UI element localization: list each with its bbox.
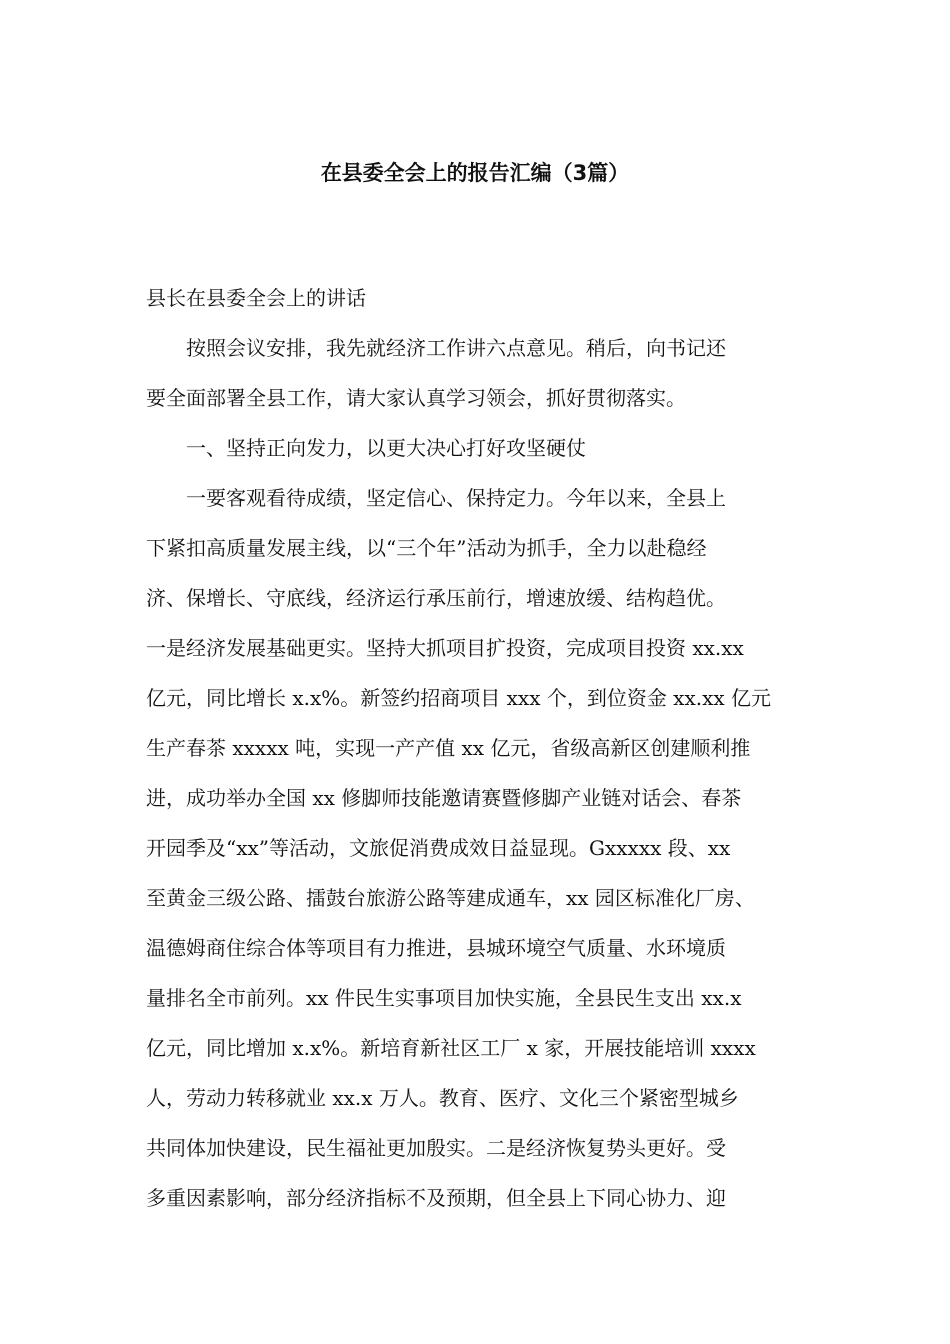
text-line: 一要客观看待成绩，坚定信心、保持定力。今年以来，全县上 [146, 486, 726, 510]
text-line: 开园季及“xx”等活动，文旅促消费成效日益显现。Gxxxxx 段、xx [146, 836, 731, 860]
text-line: 亿元，同比增长 x.x%。新签约招商项目 xxx 个，到位资金 xx.xx 亿元 [146, 686, 772, 710]
subheading-line: 一、坚持正向发力，以更大决心打好攻坚硬仗 [146, 436, 586, 460]
text-line: 温德姆商住综合体等项目有力推进，县城环境空气质量、水环境质 [146, 936, 726, 960]
text-line: 济、保增长、守底线，经济运行承压前行，增速放缓、结构趋优。 [146, 586, 726, 610]
text-line: 要全面部署全县工作，请大家认真学习领会，抓好贯彻落实。 [146, 386, 686, 410]
text-line: 共同体加快建设，民生福祉更加殷实。二是经济恢复势头更好。受 [146, 1136, 726, 1160]
text-line: 生产春茶 xxxxx 吨，实现一产产值 xx 亿元，省级高新区创建顺利推 [146, 736, 751, 760]
text-line: 量排名全市前列。xx 件民生实事项目加快实施，全县民生支出 xx.x [146, 986, 742, 1010]
text-line: 至黄金三级公路、擂鼓台旅游公路等建成通车，xx 园区标准化厂房、 [146, 886, 755, 910]
text-line: 进，成功举办全国 xx 修脚师技能邀请赛暨修脚产业链对话会、春茶 [146, 786, 742, 810]
text-line: 按照会议安排，我先就经济工作讲六点意见。稍后，向书记还 [146, 336, 726, 360]
text-line: 人，劳动力转移就业 xx.x 万人。教育、医疗、文化三个紧密型城乡 [146, 1086, 739, 1110]
text-line: 亿元，同比增加 x.x%。新培育新社区工厂 x 家，开展技能培训 xxxx [146, 1036, 756, 1060]
text-line: 一是经济发展基础更实。坚持大抓项目扩投资，完成项目投资 xx.xx [146, 636, 744, 660]
text-line: 下紧扣高质量发展主线，以“三个年”活动为抓手，全力以赴稳经 [146, 536, 707, 560]
text-line: 多重因素影响，部分经济指标不及预期，但全县上下同心协力、迎 [146, 1186, 726, 1210]
document-title: 在县委全会上的报告汇编（3篇） [320, 161, 630, 185]
section-heading: 县长在县委全会上的讲话 [146, 286, 366, 310]
